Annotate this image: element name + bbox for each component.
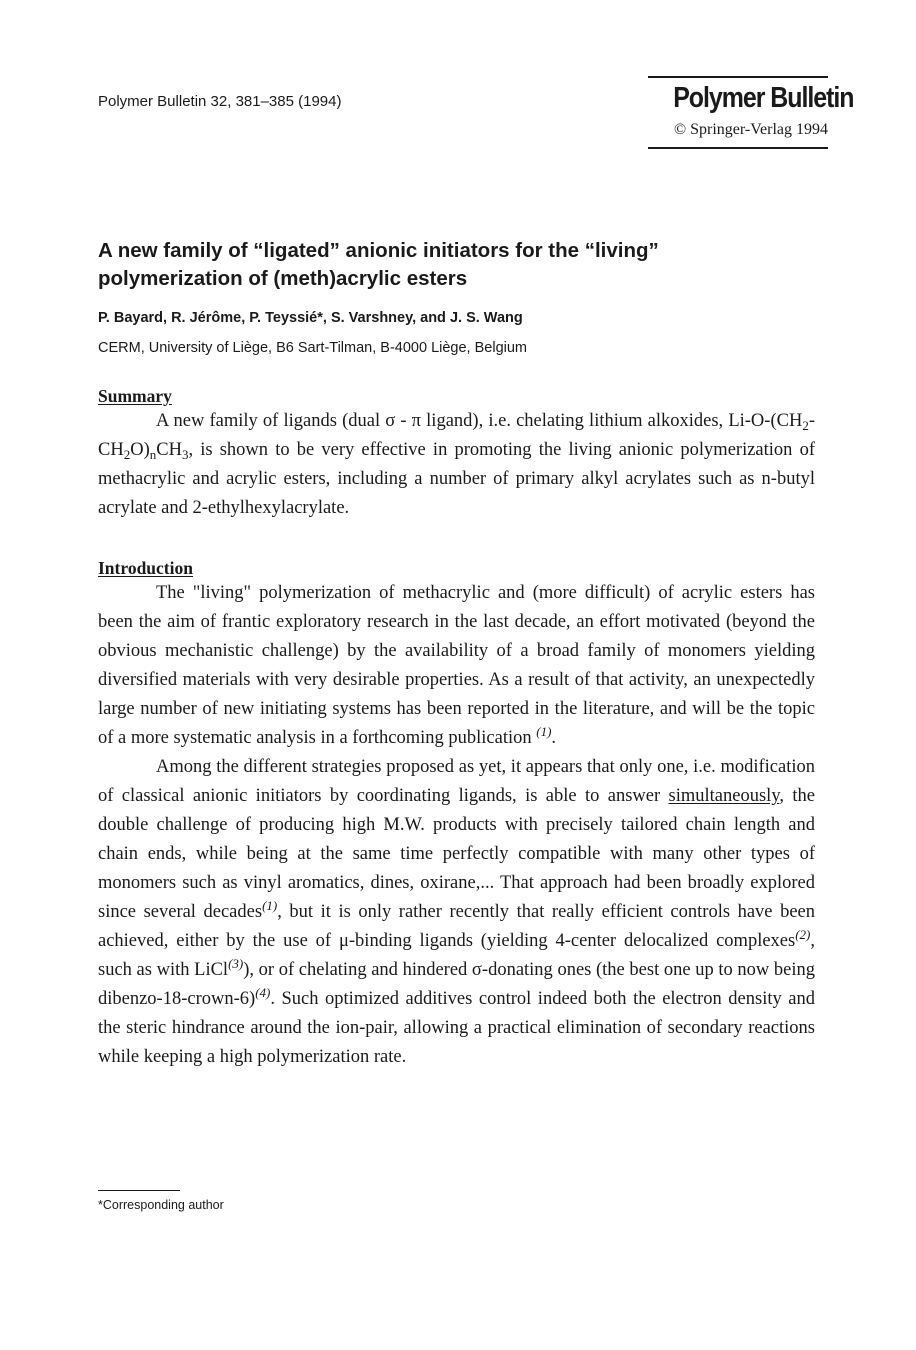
reference-citation: (3) [228, 956, 244, 971]
introduction-heading: Introduction [98, 558, 193, 578]
copyright-notice: © Springer-Verlag 1994 [673, 121, 828, 138]
intro-paragraph-1: The "living" polymerization of methacrylic and (more difficult) of acrylic esters has been the aim of frantic exploratory research in the last decade, an effort motivated (beyond the obvious mechanistic challenge) by the availability of a broad family of monomers yielding diversified materials with very desirable properties. As a result of that activity, an unexpectedly large number of new initiating systems has been reported in the literature, and will be the topic of a more systematic analysis in a forthcoming publication $^{(1)}$. [98, 583, 815, 748]
affiliation: CERM, University of Liège, B6 Sart-Tilman, B-4000 Liège, Belgium [98, 340, 528, 356]
summary-section [98, 385, 815, 523]
intro-paragraph-2: Among the different strategies proposed as yet, it appears that only one, i.e. modification of classical anionic initiators by coordinating ligands, is able to answer simultaneously, the double challenge of producing high M.W. products with precisely tailored chain length and chain ends, while being at the same time perfectly compatible with many other types of monomers such as vinyl aromatics, dines, oxirane,... That approach had been broadly explored since several decades$^{(1)}$, but it is only rather recently that really efficient controls have been achieved, either by the use of μ-binding ligands (yielding 4-center delocalized complexes$^{(2)}$, such as with LiCl$^{(3)}$), or of chelating and hindered σ-donating ones (the best one up to now being dibenzo-18-crown-6)$^{(4)}$. Such optimized additives control indeed both the electron density and the steric hindrance around the ion-pair, allowing a practical elimination of secondary reactions while keeping a high polymerization rate. [98, 757, 815, 1067]
reference-citation: (1) [262, 898, 278, 913]
journal-citation: Polymer Bulletin 32, 381–385 (1994) [98, 93, 342, 110]
author-list: P. Bayard, R. Jérôme, P. Teyssié*, S. Varshney, and J. S. Wang [98, 310, 523, 326]
summary-paragraph: A new family of ligands (dual σ - π ligand), i.e. chelating lithium alkoxides, $Li-O-(CH_2-CH_2O)_nCH_3$, is shown to be very effective in promoting the living anionic polymerization of methacrylic and acrylic esters, including a number of primary alkyl acrylates such as n-butyl acrylate and 2-ethylhexylacrylate. [98, 411, 815, 518]
brand-bottom-rule [648, 147, 828, 149]
reference-citation: (4) [255, 985, 271, 1000]
journal-logo-title: Polymer Bulletin [673, 82, 854, 114]
reference-citation: (2) [795, 927, 811, 942]
journal-brand [648, 76, 854, 149]
summary-heading: Summary [98, 386, 172, 406]
reference-citation: (1) [536, 724, 552, 739]
footnote-divider [98, 1190, 180, 1191]
footnote-corresponding-author: *Corresponding author [98, 1198, 224, 1212]
brand-top-rule [648, 76, 828, 78]
introduction-section [98, 557, 815, 1072]
article-title: A new family of “ligated” anionic initiators for the “living” polymerization of (meth)acrylic esters [98, 239, 659, 290]
